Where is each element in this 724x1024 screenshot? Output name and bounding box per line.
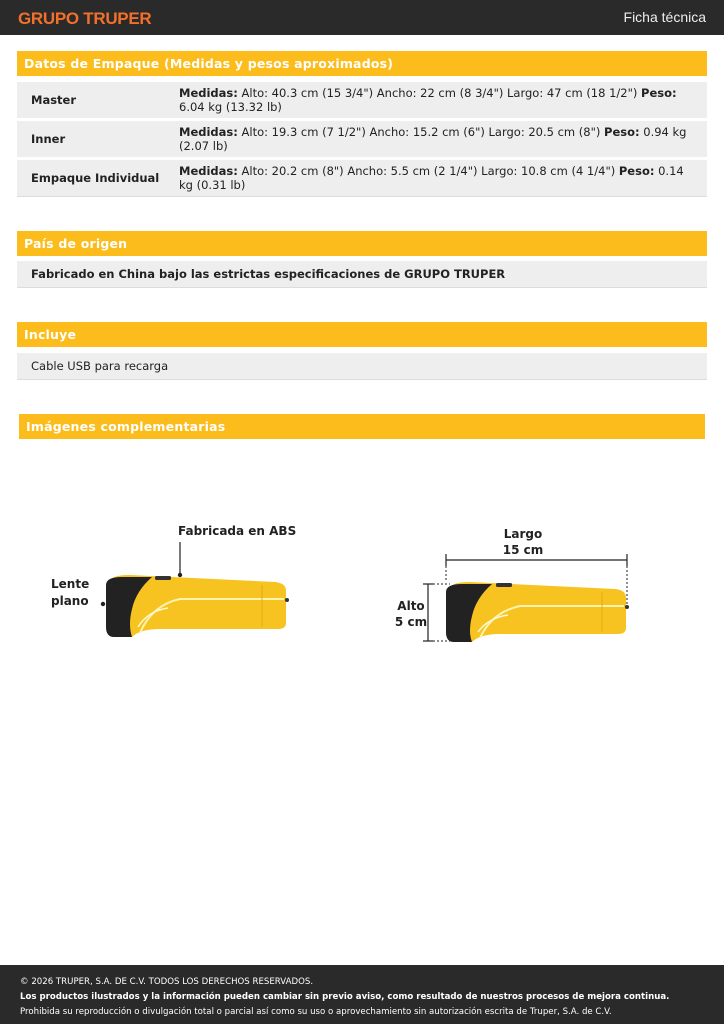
height-value: 5 cm bbox=[394, 615, 428, 629]
flashlight-dimensions-image bbox=[390, 520, 650, 650]
includes-section-header: Incluye bbox=[17, 322, 707, 347]
weight-label: Peso: bbox=[604, 125, 640, 139]
length-label: Largo bbox=[503, 527, 543, 541]
row-label: Empaque Individual bbox=[17, 159, 179, 197]
weight-value: 0.94 kg (2.07 lb) bbox=[179, 125, 687, 153]
row-label: Inner bbox=[17, 120, 179, 159]
lens-label-line2: plano bbox=[51, 594, 89, 608]
weight-label: Peso: bbox=[641, 86, 677, 100]
table-row bbox=[17, 120, 707, 159]
weight-label: Peso: bbox=[618, 164, 655, 178]
measures-label: Medidas: bbox=[179, 125, 238, 139]
flashlight-material-image bbox=[40, 515, 300, 650]
measures-label: Medidas: bbox=[179, 86, 238, 100]
row-value bbox=[179, 120, 707, 159]
height-label: Alto bbox=[397, 599, 425, 613]
row-value bbox=[179, 82, 707, 120]
length-value: 15 cm bbox=[502, 543, 544, 557]
document-type: Ficha técnica bbox=[623, 9, 706, 25]
row-value bbox=[179, 159, 707, 197]
table-row bbox=[17, 82, 707, 120]
material-label: Fabricada en ABS bbox=[178, 524, 297, 538]
top-bar bbox=[0, 0, 724, 35]
origin-text: Fabricado en China bajo las estrictas especificaciones de GRUPO TRUPER bbox=[17, 261, 707, 288]
origin-section-header: País de origen bbox=[17, 231, 707, 256]
measures-value: Alto: 20.2 cm (8") Ancho: 5.5 cm (2 1/4") Largo: 10.8 cm (4 1/4") bbox=[237, 164, 619, 178]
measures-value: Alto: 19.3 cm (7 1/2") Ancho: 15.2 cm (6") Largo: 20.5 cm (8") bbox=[237, 125, 605, 139]
packaging-section-header: Datos de Empaque (Medidas y pesos aproximados) bbox=[17, 51, 707, 76]
brand-logo: GRUPO TRUPER bbox=[18, 9, 152, 28]
packaging-table bbox=[17, 82, 707, 197]
measures-value: Alto: 40.3 cm (15 3/4") Ancho: 22 cm (8 3/4") Largo: 47 cm (18 1/2") bbox=[237, 86, 642, 100]
list-item: Cable USB para recarga bbox=[17, 353, 707, 380]
notice-text: Los productos ilustrados y la información pueden cambiar sin previo aviso, como resultado de nuestros procesos de mejora continua. bbox=[20, 992, 670, 1002]
images-section-header: Imágenes complementarias bbox=[19, 414, 705, 439]
footer bbox=[0, 965, 724, 1024]
measures-label: Medidas: bbox=[179, 164, 238, 178]
lens-label-line1: Lente bbox=[51, 577, 90, 591]
row-label: Master bbox=[17, 82, 179, 120]
table-row bbox=[17, 159, 707, 197]
copyright-text: © 2026 TRUPER, S.A. DE C.V. TODOS LOS DERECHOS RESERVADOS. bbox=[20, 977, 314, 987]
weight-value: 0.14 kg (0.31 lb) bbox=[179, 164, 684, 192]
prohibition-text: Prohibida su reproducción o divulgación total o parcial así como su uso o aprovechamiento sin autorización escrita de Truper, S.A. de C.V. bbox=[20, 1007, 612, 1017]
weight-value: 6.04 kg (13.32 lb) bbox=[179, 100, 282, 114]
